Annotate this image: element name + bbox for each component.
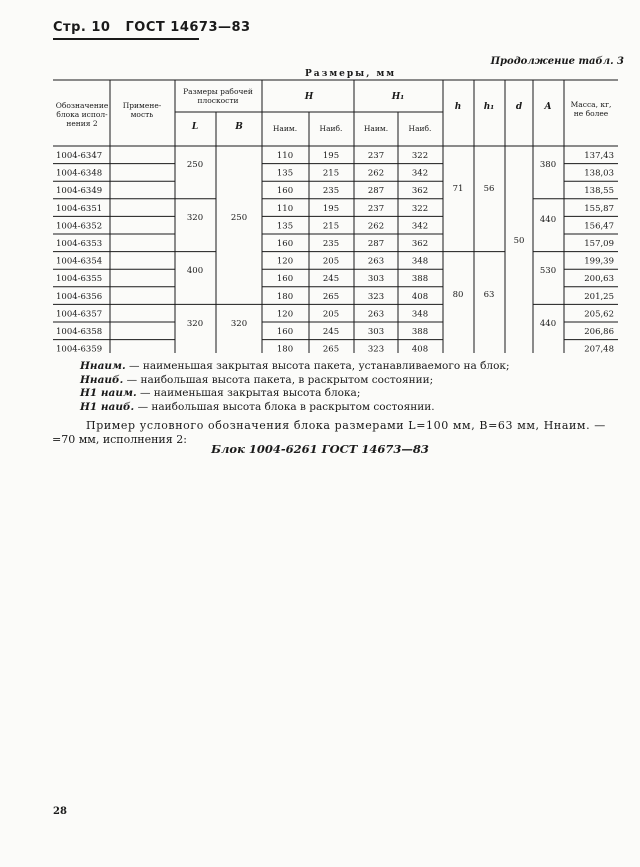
cell-h-min: 135 <box>276 221 294 232</box>
cell-h1-min: 287 <box>367 238 385 249</box>
cell-h1-min: 237 <box>367 203 385 214</box>
cell-h-group-1: 71 <box>452 184 464 194</box>
header-H1-min: Наим. <box>363 124 389 133</box>
table-header <box>56 87 612 133</box>
note-text: — наименьшая закрытая высота блока; <box>139 387 361 399</box>
cell-mass: 201,25 <box>584 291 614 302</box>
header-designation-1: Обозначение <box>55 101 109 110</box>
cell-h-max: 205 <box>322 256 340 267</box>
note-line <box>80 401 625 415</box>
cell-mass: 157,09 <box>584 238 614 249</box>
cell-h1-min: 287 <box>367 186 385 197</box>
cell-h1-max: 362 <box>411 238 429 249</box>
cell-h-min: 160 <box>276 186 294 197</box>
cell-h1-min: 323 <box>367 344 385 355</box>
cell-h1-max: 342 <box>411 221 429 232</box>
note-text: — наибольшая высота блока в раскрытом состоянии. <box>137 400 435 413</box>
cell-h-min: 120 <box>276 309 294 320</box>
cell-mass: 138,03 <box>584 168 614 179</box>
cell-d: 50 <box>513 236 525 246</box>
symbol-notes <box>80 360 625 414</box>
example-line-2: =70 мм, исполнения 2: <box>52 432 187 446</box>
cell-h1-max: 342 <box>411 168 429 179</box>
cell-h-min: 160 <box>276 274 294 285</box>
cell-h-max: 235 <box>322 186 340 197</box>
note-symbol: H1 наиб. <box>80 400 135 413</box>
cell-L-group-3: 400 <box>186 266 204 276</box>
cell-A-group-3: 530 <box>539 266 557 276</box>
cell-h1-min: 262 <box>367 221 385 232</box>
cell-mass: 137,43 <box>584 150 614 161</box>
cell-h1-min: 303 <box>367 326 385 337</box>
example-line-1: Пример условного обозначения блока размерами L=100 мм, B=63 мм, Hнаим. — <box>86 419 606 432</box>
sizes-title: Размеры, мм <box>305 69 397 79</box>
cell-mass: 206,86 <box>584 326 614 337</box>
cell-h-group-2: 80 <box>452 290 464 300</box>
cell-A-group-1: 380 <box>539 160 557 170</box>
header-mass-1: Масса, кг, <box>570 100 612 109</box>
header-H1-max: Наиб. <box>408 124 432 133</box>
page-number-label: Стр. 10 <box>53 20 111 35</box>
cell-h-max: 215 <box>322 221 340 232</box>
cell-h-min: 160 <box>276 326 294 337</box>
note-line <box>80 387 625 401</box>
dimensions-table <box>0 0 640 360</box>
header-work-surface-1: Размеры рабочей <box>183 87 253 96</box>
cell-L-group-1: 250 <box>186 160 204 170</box>
cell-code: 1004-6347 <box>56 150 103 161</box>
header-B: B <box>235 122 243 132</box>
header-d: d <box>515 102 523 112</box>
cell-h1-min: 237 <box>367 150 385 161</box>
cell-L-group-2: 320 <box>186 213 204 223</box>
cell-mass: 207,48 <box>584 344 614 355</box>
cell-code: 1004-6356 <box>56 291 103 302</box>
cell-code: 1004-6349 <box>56 186 103 197</box>
cell-h1-max: 408 <box>411 344 429 355</box>
header-designation-3: нения 2 <box>66 119 98 128</box>
cell-code: 1004-6353 <box>56 238 103 249</box>
header-designation-2: блока испол- <box>56 110 108 119</box>
header-L: L <box>191 122 199 132</box>
cell-h1-max: 388 <box>411 326 429 337</box>
cell-mass: 156,47 <box>584 221 614 232</box>
cell-code: 1004-6358 <box>56 326 103 337</box>
cell-h1-max: 322 <box>411 150 429 161</box>
cell-h1-min: 262 <box>367 168 385 179</box>
note-symbol: H1 наим. <box>80 387 137 399</box>
cell-h-max: 215 <box>322 168 340 179</box>
cell-h-max: 245 <box>322 326 340 337</box>
cell-code: 1004-6348 <box>56 168 103 179</box>
cell-code: 1004-6352 <box>56 221 103 232</box>
cell-code: 1004-6351 <box>56 203 103 214</box>
cell-h1-max: 408 <box>411 291 429 302</box>
cell-h-max: 195 <box>322 150 340 161</box>
cell-mass: 138,55 <box>584 186 614 197</box>
cell-h-min: 120 <box>276 256 294 267</box>
header-h1: h₁ <box>483 102 495 112</box>
header-A: A <box>544 102 552 112</box>
cell-h1-min: 263 <box>367 256 385 267</box>
cell-h-max: 205 <box>322 309 340 320</box>
header-applicability-1: Примене- <box>122 101 162 110</box>
cell-h-max: 265 <box>322 291 340 302</box>
cell-h-min: 110 <box>276 150 294 161</box>
header-H: H <box>304 92 314 102</box>
cell-h-max: 235 <box>322 238 340 249</box>
cell-h-max: 195 <box>322 203 340 214</box>
cell-code: 1004-6354 <box>56 256 103 267</box>
cell-B-group-2: 320 <box>230 319 248 329</box>
note-text: — наименьшая закрытая высота пакета, устанавливаемого на блок; <box>129 360 510 372</box>
standard-code: ГОСТ 14673—83 <box>125 20 251 35</box>
cell-mass: 205,62 <box>584 309 614 320</box>
cell-h-min: 160 <box>276 238 294 249</box>
cell-A-group-4: 440 <box>539 319 557 329</box>
cell-h1-max: 388 <box>411 274 429 285</box>
cell-h1-min: 303 <box>367 274 385 285</box>
cell-h-min: 180 <box>276 344 294 355</box>
cell-code: 1004-6359 <box>56 344 103 355</box>
cell-h-min: 135 <box>276 168 294 179</box>
cell-h1-min: 263 <box>367 309 385 320</box>
note-line <box>80 360 625 374</box>
header-H-min: Наим. <box>272 124 298 133</box>
header-applicability-2: мость <box>130 110 154 119</box>
cell-h1-max: 322 <box>411 203 429 214</box>
cell-mass: 155,87 <box>584 203 614 214</box>
header-H1: H₁ <box>391 92 405 102</box>
cell-B-group-1: 250 <box>230 213 248 223</box>
cell-A-group-2: 440 <box>539 215 557 225</box>
table-continuation-label: Продолжение табл. 3 <box>490 56 624 67</box>
note-line <box>80 374 625 388</box>
cell-h1-max: 362 <box>411 186 429 197</box>
cell-h1-max: 348 <box>411 256 429 267</box>
cell-h1-max: 348 <box>411 309 429 320</box>
note-symbol: Hнаим. <box>80 360 126 372</box>
cell-h1-min: 323 <box>367 291 385 302</box>
cell-code: 1004-6357 <box>56 309 103 320</box>
cell-h-min: 180 <box>276 291 294 302</box>
cell-h-max: 245 <box>322 274 340 285</box>
cell-h-max: 265 <box>322 344 340 355</box>
header-H-max: Наиб. <box>319 124 343 133</box>
header-mass-2: не более <box>573 109 609 118</box>
header-h: h <box>454 102 462 112</box>
cell-mass: 200,63 <box>584 274 614 285</box>
cell-L-group-4: 320 <box>186 319 204 329</box>
cell-h-min: 110 <box>276 203 294 214</box>
cell-h1-group-1: 56 <box>483 184 495 194</box>
note-symbol: Hнаиб. <box>80 373 124 386</box>
header-work-surface-2: плоскости <box>197 96 239 105</box>
cell-code: 1004-6355 <box>56 274 103 285</box>
cell-h1-group-2: 63 <box>483 290 495 300</box>
note-text: — наибольшая высота пакета, в раскрытом состоянии; <box>126 373 434 386</box>
page-footer-number: 28 <box>53 806 67 817</box>
designation-example: Блок 1004-6261 ГОСТ 14673—83 <box>211 442 429 456</box>
cell-mass: 199,39 <box>584 256 614 267</box>
